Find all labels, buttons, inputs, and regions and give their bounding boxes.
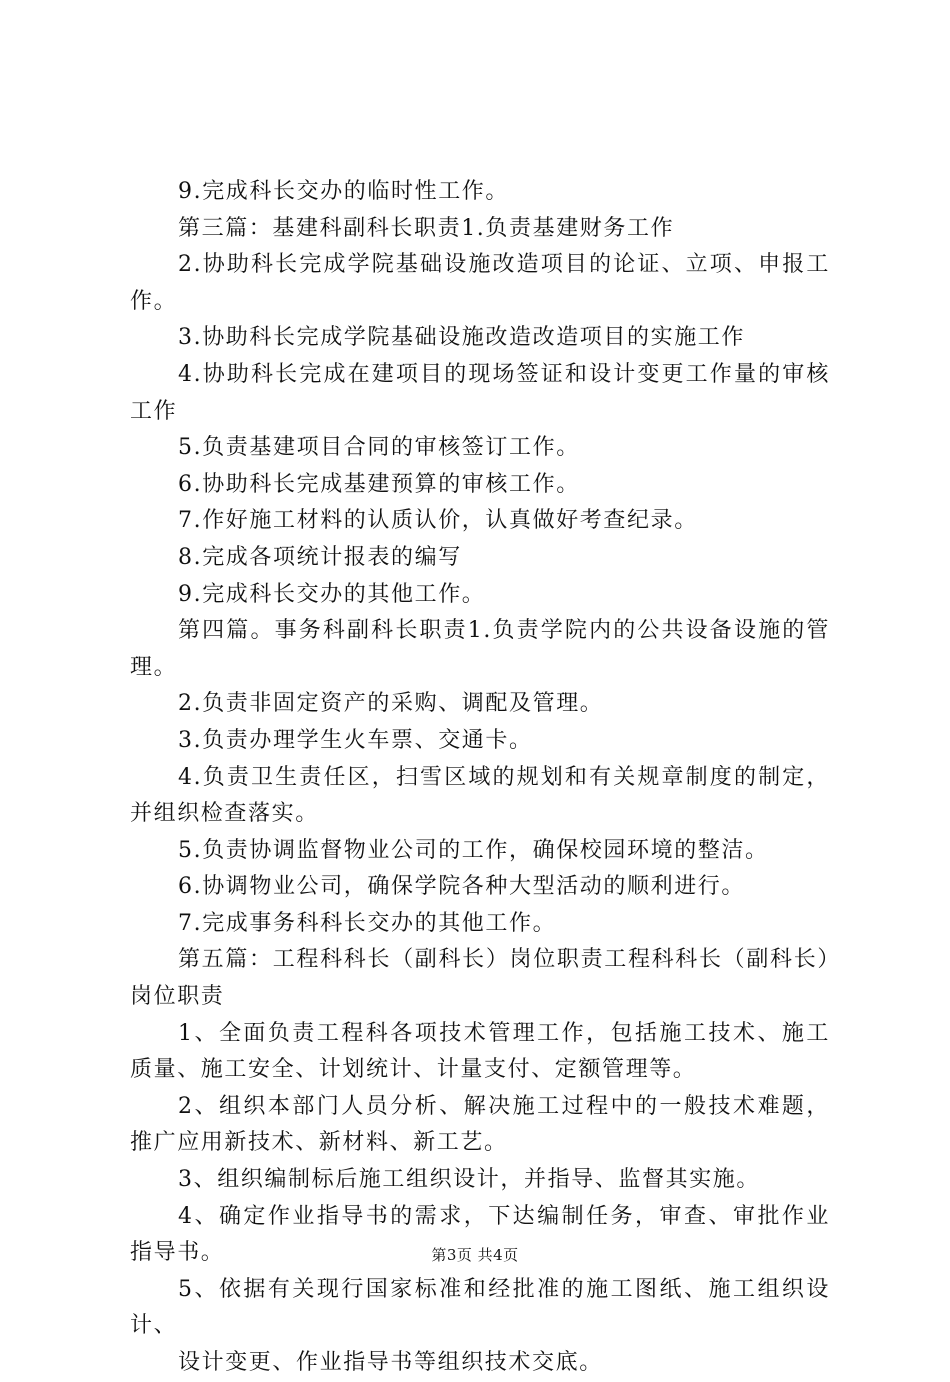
- paragraph: 2.负责非固定资产的采购、调配及管理。: [178, 691, 604, 717]
- paragraph: 7.完成事务科科长交办的其他工作。: [178, 910, 557, 936]
- section-heading-paragraph: 第四篇。事务科副科长职责1.负责学院内的公共设备设施的管理。: [130, 618, 830, 680]
- section-heading-paragraph: 第五篇：工程科科长（副科长）岗位职责工程科科长（副科长）岗位职责: [130, 947, 830, 1010]
- paragraph: 7.作好施工材料的认质认价，认真做好考查纪录。: [178, 508, 698, 534]
- paragraph: 2、组织本部门人员分析、解决施工过程中的一般技术难题，推广应用新技术、新材料、新工艺。: [130, 1093, 830, 1156]
- paragraph: 3.负责办理学生火车票、交通卡。: [178, 727, 533, 753]
- document-body: [130, 174, 830, 1382]
- paragraph: 9.完成科长交办的临时性工作。: [178, 179, 509, 204]
- paragraph: 设计变更、作业指导书等组织技术交底。: [178, 1350, 603, 1375]
- paragraph: 6.协助科长完成基建预算的审核工作。: [178, 471, 580, 497]
- paragraph: 5.负责协调监督物业公司的工作，确保校园环境的整洁。: [178, 837, 769, 863]
- paragraph: 3.协助科长完成学院基础设施改造改造项目的实施工作: [178, 325, 745, 351]
- paragraph: 4.协助科长完成在建项目的现场签证和设计变更工作量的审核工作: [130, 361, 830, 424]
- paragraph: 4.负责卫生责任区，扫雪区域的规划和有关规章制度的制定，并组织检查落实。: [130, 764, 830, 827]
- paragraph: 9.完成科长交办的其他工作。: [178, 581, 486, 607]
- page-number-footer: 第3页 共4页: [431, 1246, 519, 1264]
- paragraph: 5.负责基建项目合同的审核签订工作。: [178, 435, 580, 461]
- paragraph: 2.协助科长完成学院基础设施改造项目的论证、立项、申报工作。: [130, 252, 830, 314]
- paragraph: 5、依据有关现行国家标准和经批准的施工图纸、施工组织设计、: [130, 1276, 830, 1339]
- section-heading-paragraph: 第三篇：基建科副科长职责1.负责基建财务工作: [178, 215, 675, 241]
- paragraph: 1、全面负责工程科各项技术管理工作，包括施工技术、施工质量、施工安全、计划统计、计量支付、定额管理等。: [130, 1020, 830, 1083]
- paragraph: 6.协调物业公司，确保学院各种大型活动的顺利进行。: [178, 874, 745, 900]
- paragraph: 3、组织编制标后施工组织设计，并指导、监督其实施。: [178, 1167, 760, 1193]
- paragraph: 8.完成各项统计报表的编写: [178, 544, 462, 570]
- paragraph: 4、确定作业指导书的需求，下达编制任务，审查、审批作业指导书。: [130, 1203, 830, 1266]
